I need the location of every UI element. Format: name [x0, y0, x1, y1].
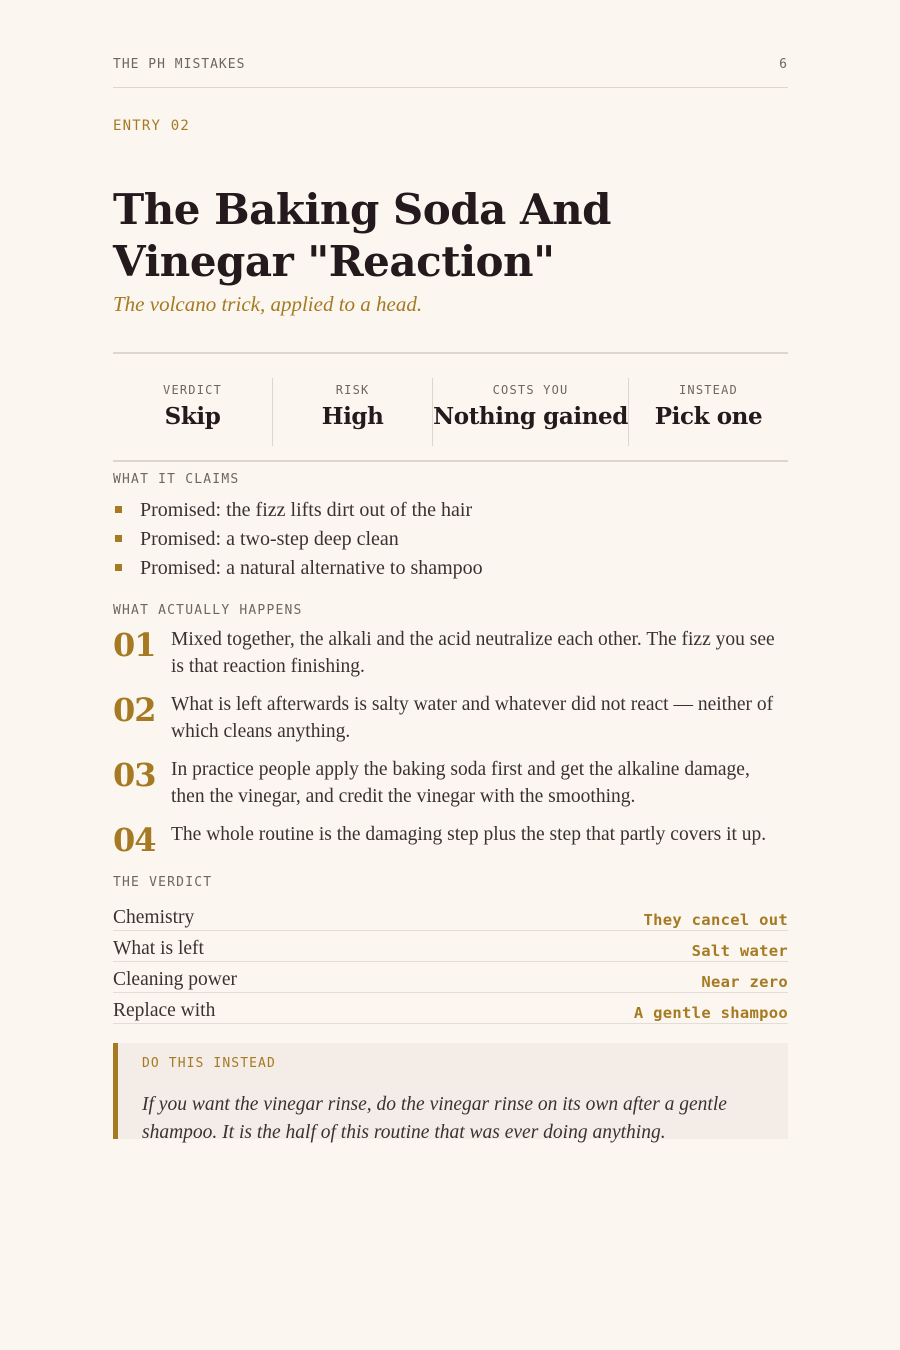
happens-heading: WHAT ACTUALLY HAPPENS [113, 603, 303, 618]
stat-label: COSTS YOU [492, 383, 569, 397]
stat-label: INSTEAD [678, 383, 738, 397]
table-row [113, 931, 788, 962]
stat-label: RISK [335, 383, 370, 397]
claims-heading: WHAT IT CLAIMS [113, 472, 240, 487]
step-text: In practice people apply the baking soda first and get the alkaline damage, then the vinegar, and credit the vinegar with the smoothing. [171, 759, 750, 807]
page [113, 0, 788, 1143]
step-item [113, 821, 788, 859]
list-item [113, 496, 788, 525]
callout-label: DO THIS INSTEAD [142, 1056, 276, 1071]
step-text: Mixed together, the alkali and the acid neutralize each other. The fizz you see is that reaction finishing. [171, 629, 775, 677]
step-item [113, 691, 788, 745]
step-item [113, 756, 788, 810]
verdict-table [113, 900, 788, 1024]
table-row [113, 993, 788, 1024]
verdict-value: Near zero [701, 973, 788, 991]
verdict-value: A gentle shampoo [633, 1004, 788, 1022]
stats-bar [113, 352, 788, 462]
step-number: 01 [113, 626, 156, 664]
claim-text: Promised: the fizz lifts dirt out of the hair [140, 499, 473, 521]
step-text: What is left afterwards is salty water and whatever did not react — neither of which cleans anything. [171, 694, 774, 742]
table-row [113, 962, 788, 993]
stat-label: VERDICT [163, 383, 223, 397]
do-this-instead-callout [113, 1043, 788, 1143]
verdict-heading: THE VERDICT [113, 875, 213, 890]
stat-risk [273, 378, 433, 446]
stat-value: Nothing gained [433, 403, 628, 430]
entry-label: ENTRY 02 [113, 118, 191, 134]
square-bullet-icon [115, 535, 122, 542]
stat-value: Pick one [654, 403, 763, 430]
square-bullet-icon [115, 564, 122, 571]
stat-costs-you [433, 378, 629, 446]
list-item [113, 525, 788, 554]
step-text: The whole routine is the damaging step plus the step that partly covers it up. [171, 824, 767, 845]
verdict-value: Salt water [691, 942, 788, 960]
verdict-key: What is left [113, 938, 204, 959]
step-item [113, 626, 788, 680]
verdict-key: Cleaning power [113, 969, 238, 990]
page-subtitle: The volcano trick, applied to a head. [113, 292, 423, 316]
running-head [113, 57, 788, 88]
list-item [113, 554, 788, 583]
step-number: 04 [113, 821, 156, 859]
verdict-key: Chemistry [113, 907, 195, 928]
page-title: The Baking Soda And Vinegar "Reaction" [113, 185, 611, 286]
steps-list [113, 626, 788, 859]
stat-instead [629, 378, 788, 446]
page-number: 6 [779, 57, 788, 72]
step-number: 03 [113, 756, 156, 794]
step-number: 02 [113, 691, 156, 729]
running-head-section: THE PH MISTAKES [113, 57, 246, 72]
claim-text: Promised: a natural alternative to shampoo [140, 557, 483, 579]
claim-text: Promised: a two-step deep clean [140, 528, 399, 550]
stat-verdict [113, 378, 273, 446]
claims-list [113, 496, 788, 583]
verdict-key: Replace with [113, 1000, 216, 1021]
callout-text: If you want the vinegar rinse, do the vinegar rinse on its own after a gentle shampoo. It is the half of this routine that was ever doing anything. [142, 1094, 727, 1143]
verdict-value: They cancel out [643, 911, 788, 929]
stat-value: High [321, 403, 384, 430]
table-row [113, 900, 788, 931]
stat-value: Skip [164, 403, 221, 430]
square-bullet-icon [115, 506, 122, 513]
